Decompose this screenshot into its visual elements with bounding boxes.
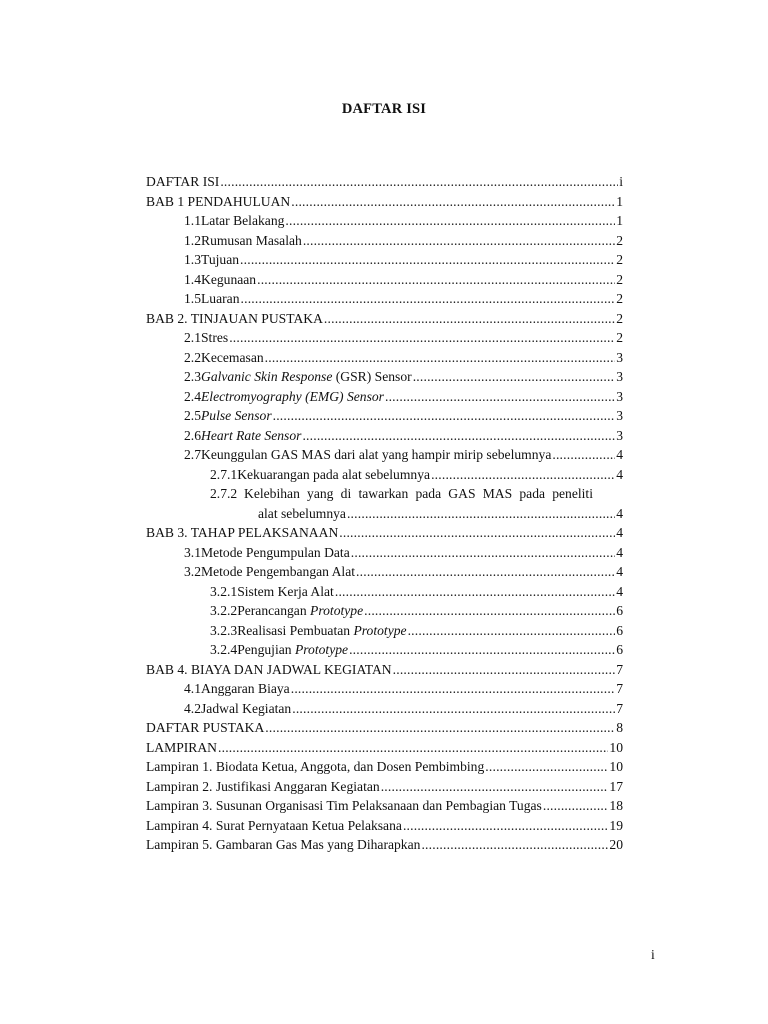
toc-page-number: 10 [609, 739, 623, 755]
toc-leader [385, 387, 615, 407]
toc-leader [403, 816, 608, 836]
toc-entry-1-1[interactable] [146, 211, 623, 231]
toc-leader [485, 757, 608, 777]
toc-leader [291, 192, 615, 212]
toc-leader [408, 621, 616, 641]
toc-page-number: 1 [616, 193, 623, 209]
toc-entry-number: 2.7.2 [210, 486, 238, 501]
toc-entry-number: 2.1 [184, 330, 201, 345]
toc-page-number: 3 [616, 427, 623, 443]
toc-entry-text [237, 640, 348, 660]
toc-leader [302, 426, 615, 446]
toc-entry-3-2-3[interactable] [146, 621, 623, 641]
toc-entry-number: 4.2 [184, 700, 201, 716]
toc-entry-bab-4[interactable] [146, 660, 623, 680]
toc-leader [220, 172, 618, 192]
toc-entry-lampiran-4[interactable] [146, 816, 623, 836]
toc-entry-text: Kegunaan [201, 271, 257, 287]
toc-page-number: 2 [616, 232, 623, 248]
page-number: i [651, 947, 655, 962]
toc-leader [303, 231, 615, 251]
toc-entry-number: 3.2.2 [210, 603, 238, 618]
page-title: DAFTAR ISI [341, 101, 427, 117]
toc-entry-number: 3.1 [184, 544, 201, 560]
toc-leader [543, 796, 609, 816]
toc-page-number: 20 [609, 837, 623, 852]
toc-entry-3-2-1[interactable] [146, 582, 623, 602]
toc-entry-text: Sistem Kerja Alat [237, 583, 334, 599]
toc-entry-text: Jadwal Kegiatan [201, 700, 292, 716]
toc-entry-text-italic: Galvanic Skin Response [201, 369, 333, 384]
toc-entry-lampiran-5[interactable] [146, 835, 623, 855]
toc-page-number: 4 [616, 583, 623, 599]
toc-entry-bab-2[interactable] [146, 309, 623, 329]
toc-page-number: 6 [616, 642, 623, 657]
toc-entry-text: Kekuarangan pada alat sebelumnya [237, 466, 431, 482]
toc-leader [349, 640, 615, 660]
toc-entry-1-5[interactable] [146, 289, 623, 309]
toc-leader [335, 582, 615, 602]
toc-entry-text [237, 621, 406, 641]
toc-entry-text: Lampiran 4. Surat Pernyataan Ketua Pelaksana [146, 817, 402, 833]
toc-entry-lampiran-1[interactable] [146, 757, 623, 777]
toc-page-number: 4 [616, 525, 623, 540]
toc-entry-daftar-pustaka[interactable] [146, 718, 623, 738]
toc-entry-3-2[interactable] [146, 562, 623, 582]
toc-entry-3-2-4[interactable] [146, 640, 623, 660]
toc-page-number: 6 [616, 603, 623, 618]
toc-entry-text: Keunggulan GAS MAS dari alat yang hampir mirip sebelumnya [201, 447, 552, 462]
toc-entry-text: Lampiran 3. Susunan Organisasi Tim Pelaksanaan dan Pembagian Tugas [146, 798, 542, 813]
toc-entry-bab-3[interactable] [146, 523, 623, 543]
toc-leader [347, 504, 615, 524]
toc-leader [552, 445, 615, 465]
toc-entry-2-4[interactable] [146, 387, 623, 407]
toc-leader [241, 289, 616, 309]
toc-entry-text: Kelebihan yang di tawarkan pada GAS MAS pada peneliti [244, 486, 593, 501]
toc-entry-2-7-2[interactable] [146, 484, 623, 504]
toc-entry-number: 1.1 [184, 213, 201, 228]
toc-entry-text: Anggaran Biaya [201, 681, 290, 696]
toc-entry-text-italic: Electromyography (EMG) Sensor [201, 388, 384, 404]
toc-entry-number: 2.7.1 [210, 466, 238, 482]
toc-entry-text: Luaran [201, 291, 240, 306]
toc-leader [285, 211, 615, 231]
toc-entry-number: 1.4 [184, 271, 201, 287]
toc-entry-text: BAB 1 PENDAHULUAN [146, 193, 291, 209]
toc-entry-text: BAB 4. BIAYA DAN JADWAL KEGIATAN [146, 661, 392, 677]
toc-entry-text: alat sebelumnya [258, 505, 346, 521]
toc-page-number: 10 [609, 759, 623, 774]
toc-entry-number: 2.7 [184, 447, 201, 462]
toc-page-number: 7 [616, 681, 623, 696]
toc-entry-number: 4.1 [184, 681, 201, 696]
toc-entry-2-7[interactable] [146, 445, 623, 465]
toc-entry-3-1[interactable] [146, 543, 623, 563]
toc-page-number: 17 [609, 778, 623, 794]
toc-entry-text: BAB 3. TAHAP PELAKSANAAN [146, 525, 339, 540]
toc-leader [356, 562, 615, 582]
toc-page-number: 3 [616, 388, 623, 404]
toc-leader [257, 270, 615, 290]
toc-entry-text: Lampiran 5. Gambaran Gas Mas yang Diharapkan [146, 837, 421, 852]
toc-leader [393, 660, 616, 680]
toc-page-number: 4 [616, 447, 623, 462]
toc-leader [364, 601, 615, 621]
toc-entry-text: Metode Pengumpulan Data [201, 544, 350, 560]
toc-entry-text-prefix: Realisasi Pembuatan [237, 622, 354, 638]
toc-page-number: 4 [616, 466, 623, 482]
toc-entry-number: 2.3 [184, 369, 201, 384]
toc-entry-text: Tujuan [201, 252, 240, 267]
toc-entry-1-3[interactable] [146, 250, 623, 270]
toc-entry-2-7-2-continued[interactable] [146, 504, 623, 524]
toc-page-number: 7 [616, 661, 623, 677]
toc-page-number: 3 [616, 349, 623, 365]
toc-leader [218, 738, 608, 758]
toc-page-number: 3 [616, 369, 623, 384]
toc-entry-text: LAMPIRAN [146, 739, 217, 755]
toc-entry-text: DAFTAR PUSTAKA [146, 720, 265, 735]
toc-entry-text-italic: Pulse Sensor [201, 408, 272, 423]
toc-page-number: 4 [616, 544, 623, 560]
toc-entry-number: 2.2 [184, 349, 201, 365]
toc-entry-number: 1.3 [184, 252, 201, 267]
toc-entry-number: 2.6 [184, 427, 201, 443]
toc-page-number: 4 [616, 564, 623, 579]
toc-entry-text: Kecemasan [201, 349, 264, 365]
toc-entry-text: Lampiran 2. Justifikasi Anggaran Kegiatan [146, 778, 380, 794]
toc-leader [339, 523, 615, 543]
toc-entry-text: BAB 2. TINJAUAN PUSTAKA [146, 310, 323, 326]
toc-leader [265, 348, 616, 368]
toc-entry-2-5[interactable] [146, 406, 623, 426]
toc-entry-lampiran-3[interactable] [146, 796, 623, 816]
toc-entry-1-2[interactable] [146, 231, 623, 251]
toc-page-number: 2 [616, 252, 623, 267]
toc-entry-text-italic: Prototype [353, 622, 407, 638]
table-of-contents [146, 172, 623, 855]
toc-page-number: 3 [616, 408, 623, 423]
toc-entry-2-6[interactable] [146, 426, 623, 446]
toc-leader [229, 328, 615, 348]
toc-page-number: 19 [609, 817, 623, 833]
toc-page-number: i [619, 174, 623, 189]
toc-entry-text-italic: Heart Rate Sensor [201, 427, 302, 443]
toc-leader [324, 309, 615, 329]
toc-entry-1-4[interactable] [146, 270, 623, 290]
toc-entry-number: 3.2.1 [210, 583, 238, 599]
toc-leader [265, 718, 615, 738]
toc-leader [351, 543, 615, 563]
toc-leader [273, 406, 616, 426]
toc-page-number: 18 [609, 798, 623, 813]
toc-page-number: 2 [616, 271, 623, 287]
toc-entry-2-3[interactable] [146, 367, 623, 387]
toc-entry-text: Stres [201, 330, 229, 345]
toc-entry-number: 2.5 [184, 408, 201, 423]
toc-page-number: 7 [616, 700, 623, 716]
toc-entry-2-7-1[interactable] [146, 465, 623, 485]
toc-page-number: 2 [616, 310, 623, 326]
toc-entry-text-suffix: (GSR) Sensor [332, 369, 412, 384]
toc-entry-text-italic: Prototype [310, 603, 364, 618]
toc-entry-text [201, 367, 412, 387]
toc-entry-2-1[interactable] [146, 328, 623, 348]
toc-leader [291, 679, 615, 699]
toc-entry-text: DAFTAR ISI [146, 174, 220, 189]
toc-entry-4-2[interactable] [146, 699, 623, 719]
toc-leader [381, 777, 609, 797]
toc-entry-number: 1.5 [184, 291, 201, 306]
toc-entry-text: Rumusan Masalah [201, 232, 302, 248]
toc-entry-number: 3.2.3 [210, 622, 238, 638]
toc-page-number: 2 [616, 291, 623, 306]
toc-entry-text: Latar Belakang [201, 213, 285, 228]
toc-page-number: 4 [616, 505, 623, 521]
toc-entry-text [237, 601, 363, 621]
toc-entry-number: 2.4 [184, 388, 201, 404]
toc-entry-text: Metode Pengembangan Alat [201, 564, 356, 579]
toc-entry-daftar-isi[interactable] [146, 172, 623, 192]
toc-entry-number: 3.2.4 [210, 642, 238, 657]
toc-entry-lampiran-2[interactable] [146, 777, 623, 797]
toc-entry-bab-1[interactable] [146, 192, 623, 212]
toc-entry-3-2-2[interactable] [146, 601, 623, 621]
toc-leader [431, 465, 615, 485]
toc-entry-4-1[interactable] [146, 679, 623, 699]
toc-entry-text-prefix: Perancangan [237, 603, 311, 618]
toc-entry-number: 3.2 [184, 564, 201, 579]
toc-entry-lampiran[interactable] [146, 738, 623, 758]
toc-page-number: 1 [616, 213, 623, 228]
toc-entry-text-prefix: Pengujian [237, 642, 295, 657]
toc-page-number: 6 [616, 622, 623, 638]
toc-leader [292, 699, 615, 719]
toc-entry-number: 1.2 [184, 232, 201, 248]
toc-entry-2-2[interactable] [146, 348, 623, 368]
toc-entry-text: Lampiran 1. Biodata Ketua, Anggota, dan Dosen Pembimbing [146, 759, 485, 774]
toc-page-number: 2 [616, 330, 623, 345]
toc-page-number: 8 [616, 720, 623, 735]
toc-entry-text-italic: Prototype [294, 642, 349, 657]
toc-leader [413, 367, 616, 387]
toc-leader [421, 835, 608, 855]
toc-leader [240, 250, 615, 270]
